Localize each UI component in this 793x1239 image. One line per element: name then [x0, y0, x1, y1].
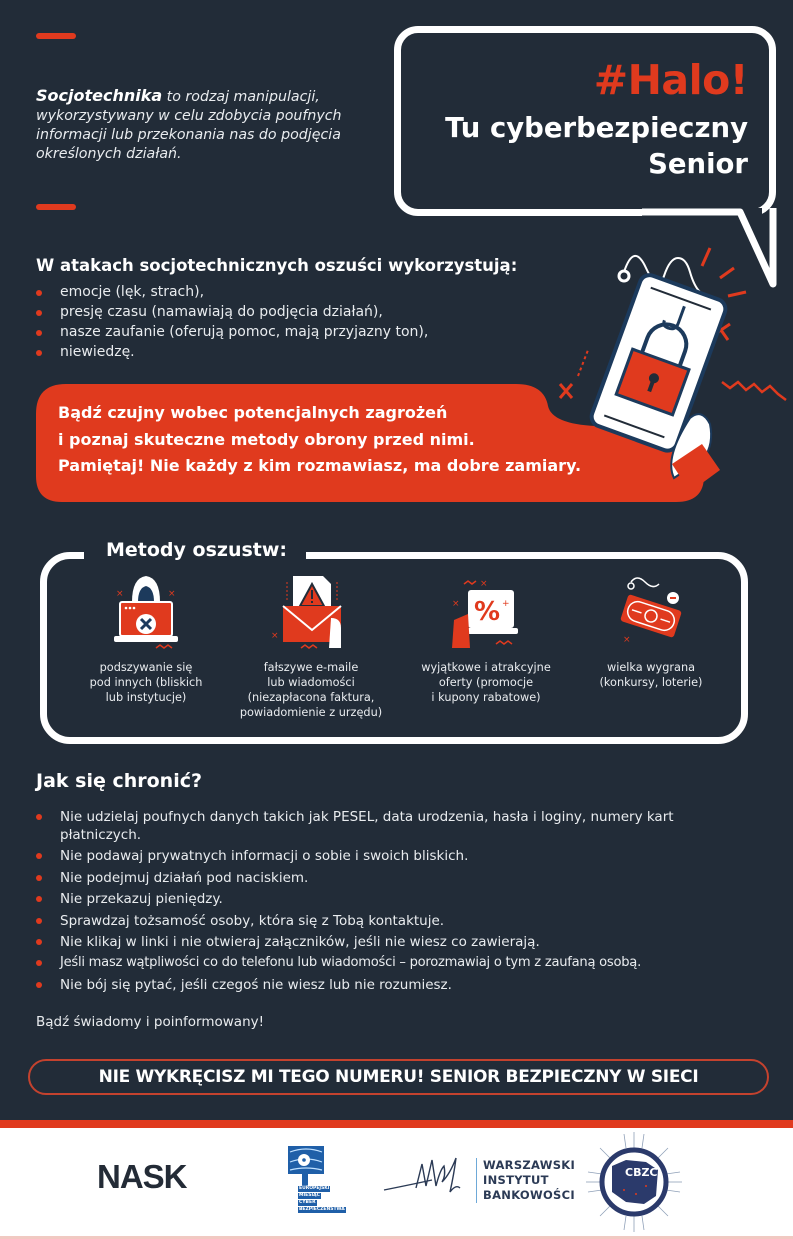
list-item: Nie podawaj prywatnych informacji o sobie i swoich bliskich.: [36, 847, 776, 865]
svg-text:×: ×: [623, 635, 631, 645]
wib-signature-logo: [382, 1152, 472, 1206]
method-label: (konkursy, loterie): [599, 676, 703, 689]
emcb-logo-line: MIESIĄC: [299, 1193, 320, 1198]
list-item: Sprawdzaj tożsamość osoby, która się z Tobą kontaktuje.: [36, 912, 776, 930]
intro-text: to rodzaj manipulacji, wykorzystywany w celu zdobycia poufnych informacji lub przekonania nas do podjęcia określonych działań.: [36, 89, 342, 162]
hacker-laptop-icon: [106, 572, 186, 652]
method-item-offers: [401, 572, 571, 705]
emcb-logo-line: EUROPEJSKI: [299, 1186, 330, 1191]
nask-logo: NASK: [97, 1158, 187, 1195]
protect-list: [36, 808, 776, 997]
warning-envelope-icon: [271, 572, 351, 652]
method-label: fałszywe e-maile: [263, 661, 359, 674]
page-title-line2: Senior: [648, 148, 748, 180]
svg-text:×: ×: [116, 589, 124, 599]
protect-heading: Jak się chronić?: [36, 770, 202, 792]
svg-text:×: ×: [168, 589, 176, 599]
emcb-logo-text: [298, 1186, 346, 1214]
list-item: Nie klikaj w linki i nie otwieraj załączników, jeśli nie wiesz co zawierają.: [36, 933, 776, 951]
list-item: Jeśli masz wątpliwości co do telefonu lub wiadomości – porozmawiaj o tym z zaufaną osobą.: [36, 954, 776, 972]
method-item-prize: [566, 572, 736, 690]
method-label: wielka wygrana: [606, 661, 696, 674]
list-item: presję czasu (namawiają do podjęcia działań),: [36, 302, 428, 322]
warning-line: Pamiętaj! Nie każdy z kim rozmawiasz, ma dobre zamiary.: [58, 456, 582, 475]
wib-logo-line: INSTYTUT: [483, 1173, 549, 1187]
list-item: niewiedzę.: [36, 342, 428, 362]
attacks-heading: W atakach socjotechnicznych oszuści wykorzystują:: [36, 256, 518, 275]
slogan-banner: NIE WYKRĘCISZ MI TEGO NUMERU! SENIOR BEZPIECZNY W SIECI: [28, 1059, 769, 1095]
emcb-logo-line: CYBER: [299, 1200, 316, 1205]
method-item-fake-emails: [226, 572, 396, 720]
wib-logo-line: WARSZAWSKI: [483, 1158, 576, 1172]
method-item-impersonation: [61, 572, 231, 705]
decorative-dash: [36, 204, 76, 210]
cbzc-emblem: [584, 1130, 684, 1234]
decorative-dash: [36, 33, 76, 39]
intro-term: Socjotechnika: [36, 86, 163, 105]
warning-banner-text: [58, 400, 581, 480]
method-label: powiadomienie z urzędu): [239, 706, 383, 719]
page-title-line1: Tu cyberbezpieczny: [445, 112, 748, 144]
svg-text:+: +: [502, 599, 510, 609]
svg-text:×: ×: [480, 579, 488, 589]
method-label: (niezapłacona faktura,: [247, 691, 375, 704]
emcb-logo-mark: [282, 1140, 330, 1186]
wib-logo-line: BANKOWOŚCI: [483, 1188, 575, 1202]
banknote-hook-icon: [611, 572, 691, 652]
method-label: pod innych (bliskich: [89, 676, 203, 689]
warning-line: Bądź czujny wobec potencjalnych zagrożeń: [58, 403, 448, 422]
emcb-logo-line: BEZPIECZEŃSTWA: [299, 1207, 345, 1212]
hashtag-title: #Halo!: [593, 56, 748, 104]
list-item: emocje (lęk, strach),: [36, 282, 428, 302]
warning-line: i poznaj skuteczne metody obrony przed nimi.: [58, 429, 475, 449]
attacks-list: [36, 282, 428, 362]
method-label: lub wiadomości: [267, 676, 355, 689]
wib-logo-text: [476, 1158, 575, 1203]
method-label: podszywanie się: [99, 661, 193, 674]
cbzc-logo-text: CBZC: [625, 1166, 658, 1179]
svg-text:%: %: [474, 597, 501, 627]
closing-text: Bądź świadomy i poinformowany!: [36, 1014, 265, 1030]
footer-divider: [0, 1120, 793, 1128]
list-item: Nie przekazuj pieniędzy.: [36, 890, 776, 908]
phishing-phone-illustration: [552, 232, 792, 492]
list-item: Nie udzielaj poufnych danych takich jak PESEL, data urodzenia, hasła i loginy, numery kart płatniczych.: [36, 808, 676, 844]
method-label: wyjątkowe i atrakcyjne: [421, 661, 551, 674]
list-item: Nie podejmuj działań pod naciskiem.: [36, 869, 776, 887]
method-label: oferty (promocje: [438, 676, 534, 689]
list-item: nasze zaufanie (oferują pomoc, mają przyjazny ton),: [36, 322, 428, 342]
method-label: lub instytucje): [105, 691, 187, 704]
percent-offer-icon: [446, 572, 526, 652]
intro-paragraph: [36, 86, 386, 164]
list-item: Nie bój się pytać, jeśli czegoś nie wiesz lub nie rozumiesz.: [36, 976, 776, 994]
svg-text:×: ×: [452, 599, 460, 609]
svg-text:×: ×: [271, 631, 279, 641]
methods-heading: Metody oszustw:: [106, 539, 288, 561]
method-label: i kupony rabatowe): [431, 691, 541, 704]
